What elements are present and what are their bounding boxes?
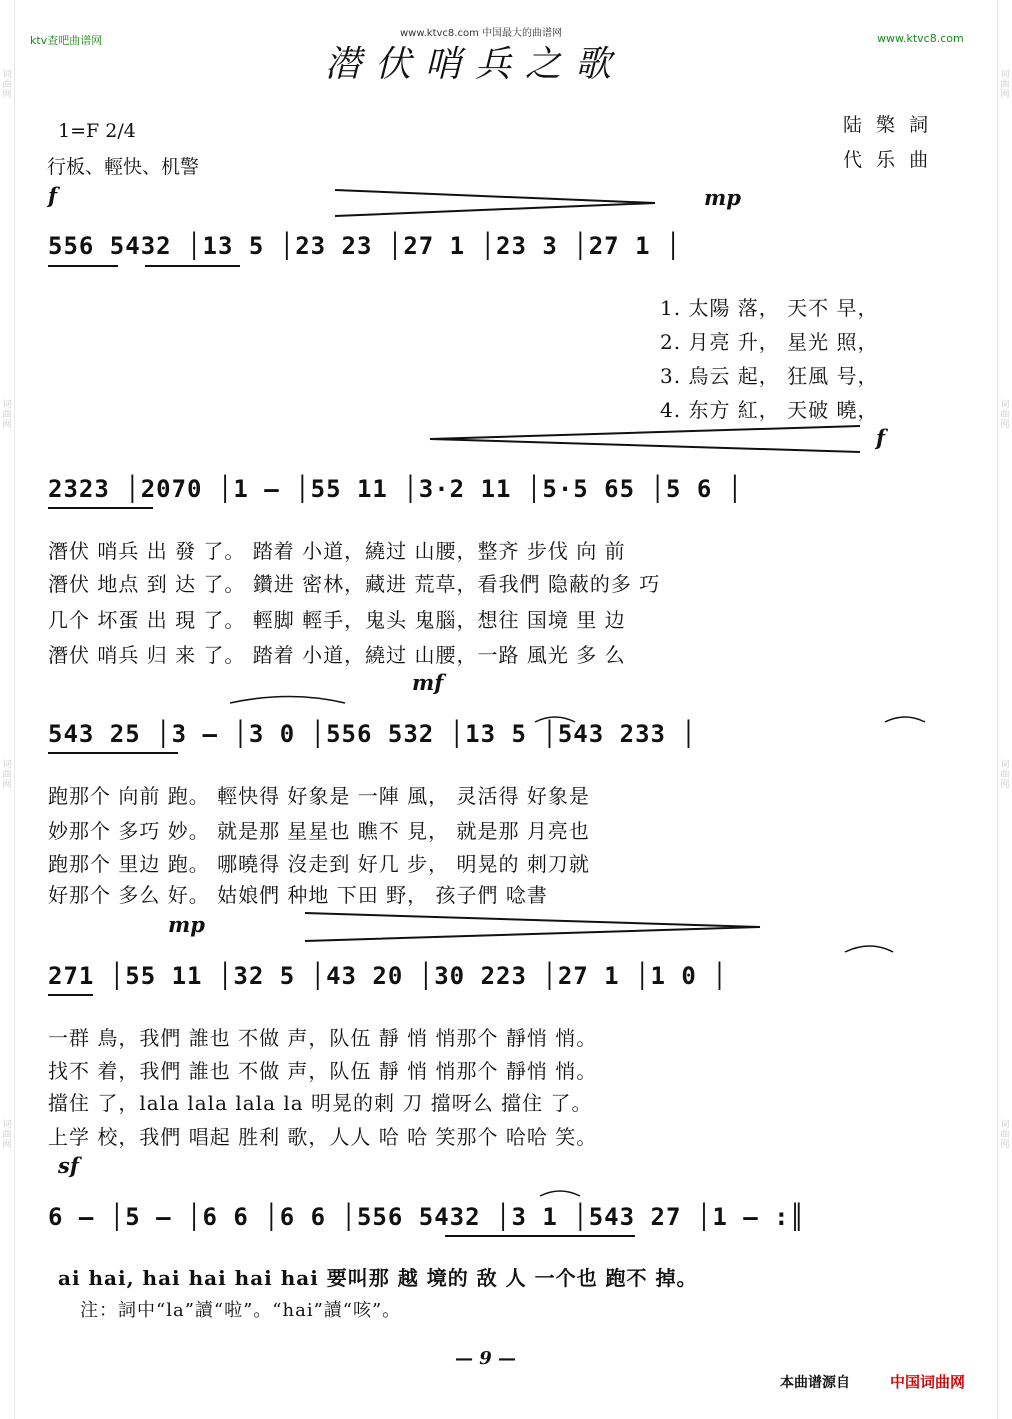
lyricist-credit: 陆 檠 詞 bbox=[843, 114, 933, 136]
dynamic-mp: mp bbox=[704, 185, 741, 210]
tie-slur-4 bbox=[885, 717, 925, 722]
beam-line bbox=[48, 265, 118, 267]
notation-row-4: 271 │55 11 │32 5 │43 20 │30 223 │27 1 │1 0 │ bbox=[48, 962, 728, 990]
left-side-watermark: 词曲网 bbox=[2, 70, 12, 100]
dynamic-f-2: f bbox=[876, 425, 886, 450]
dynamic-f: f bbox=[48, 183, 58, 208]
composer-credit: 代 乐 曲 bbox=[843, 149, 933, 171]
lyric-line: 找不 着，我們 誰也 不做 声，队伍 靜 悄 悄那个 靜悄 悄。 bbox=[48, 1059, 598, 1083]
lyric-line: 潛伏 地点 到 达 了。 鑽进 密林，藏进 荒草，看我們 隐蔽的多 巧 bbox=[48, 572, 661, 596]
lyric-line: 上学 校，我們 唱起 胜利 歌，人人 哈 哈 笑那个 哈哈 笑。 bbox=[48, 1125, 598, 1149]
beam-line bbox=[48, 507, 153, 509]
notation-row-3: 543 25 │3 — │3 0 │556 532 │13 5 │543 233 │ bbox=[48, 720, 697, 748]
right-side-watermark: 词曲网 bbox=[1000, 400, 1010, 430]
lyric-line: 跑那个 里边 跑。 哪曉得 沒走到 好几 步， 明晃的 刺刀就 bbox=[48, 852, 590, 876]
tie-slur bbox=[230, 697, 345, 704]
lyric-verse-2: 2. 月亮 升， 星光 照， bbox=[660, 330, 879, 354]
dynamic-sf: sf bbox=[58, 1153, 79, 1178]
lyric-final-line: ai hai, hai hai hai hai 要叫那 越 境的 敌 人 一个也 跑不 掉。 bbox=[58, 1266, 698, 1290]
page-number: — 9 — bbox=[455, 1348, 517, 1369]
lyric-line: 潛伏 哨兵 出 發 了。 踏着 小道，繞过 山腰，整齐 步伐 向 前 bbox=[48, 539, 626, 563]
lyric-line: 一群 鳥，我們 誰也 不做 声，队伍 靜 悄 悄那个 靜悄 悄。 bbox=[48, 1026, 598, 1050]
top-url: www.ktvc8.com 中国最大的曲谱网 bbox=[400, 28, 563, 39]
left-side-watermark: 词曲网 bbox=[2, 400, 12, 430]
dynamic-mf: mf bbox=[412, 670, 444, 695]
lyric-line: 跑那个 向前 跑。 輕快得 好象是 一陣 風， 灵活得 好象是 bbox=[48, 784, 590, 808]
right-side-watermark: 词曲网 bbox=[1000, 1120, 1010, 1150]
tie-slur-5 bbox=[540, 1191, 580, 1196]
lyric-line: 擋住 了，lala lala lala la 明晃的刺 刀 擋呀么 擋住 了。 bbox=[48, 1091, 593, 1115]
lyric-verse-1: 1. 太陽 落， 天不 早， bbox=[660, 296, 879, 320]
notation-row-1: 556 5432 │13 5 │23 23 │27 1 │23 3 │27 1 │ bbox=[48, 232, 682, 260]
left-side-watermark: 词曲网 bbox=[2, 1120, 12, 1150]
lyric-line: 潛伏 哨兵 归 来 了。 踏着 小道，繞过 山腰，一路 風光 多 么 bbox=[48, 643, 626, 667]
right-side-watermark: 词曲网 bbox=[1000, 760, 1010, 790]
crescendo-hairpin bbox=[430, 426, 860, 452]
footer-source-label: 本曲谱源自 bbox=[780, 1375, 850, 1391]
left-side-watermark: 词曲网 bbox=[2, 760, 12, 790]
dynamic-mp-2: mp bbox=[168, 912, 205, 937]
beam-line bbox=[48, 994, 93, 996]
diminuendo-hairpin bbox=[335, 190, 655, 216]
notation-row-2: 2323 │2070 │1 — │55 11 │3·2 11 │5·5 65 │5 6 │ bbox=[48, 475, 744, 503]
lyric-verse-4: 4. 东方 紅， 天破 曉， bbox=[660, 398, 879, 422]
lyric-line: 好那个 多么 好。 姑娘們 种地 下田 野， 孩子們 唸書 bbox=[48, 883, 548, 907]
song-title: 潜伏哨兵之歌 bbox=[325, 44, 626, 85]
left-watermark: ktv查吧曲谱网 bbox=[30, 34, 103, 47]
beam-line bbox=[48, 752, 178, 754]
beam-line bbox=[445, 1235, 635, 1237]
tie-slur-2 bbox=[845, 946, 893, 952]
lyric-verse-3: 3. 烏云 起， 狂風 号， bbox=[660, 364, 879, 388]
tempo-marking: 行板、輕快、机警 bbox=[47, 156, 200, 178]
diminuendo-hairpin-2 bbox=[305, 913, 760, 941]
beam-line bbox=[145, 265, 240, 267]
pronunciation-note: 注：詞中“la”讀“啦”。“hai”讀“咳”。 bbox=[80, 1300, 402, 1321]
right-watermark: www.ktvc8.com bbox=[877, 32, 964, 45]
notation-row-5: 6 — │5 — │6 6 │6 6 │556 5432 │3 1 │543 27 │1 — :║ bbox=[48, 1203, 806, 1231]
lyric-line: 妙那个 多巧 妙。 就是那 星星也 瞧不 見， 就是那 月亮也 bbox=[48, 819, 590, 843]
footer-site-link[interactable]: 中国词曲网 bbox=[890, 1373, 966, 1391]
key-signature: 1=F 2/4 bbox=[58, 120, 136, 142]
right-side-watermark: 词曲网 bbox=[1000, 70, 1010, 100]
lyric-line: 几个 坏蛋 出 現 了。 輕脚 輕手，鬼头 鬼腦，想往 国境 里 边 bbox=[48, 608, 626, 632]
